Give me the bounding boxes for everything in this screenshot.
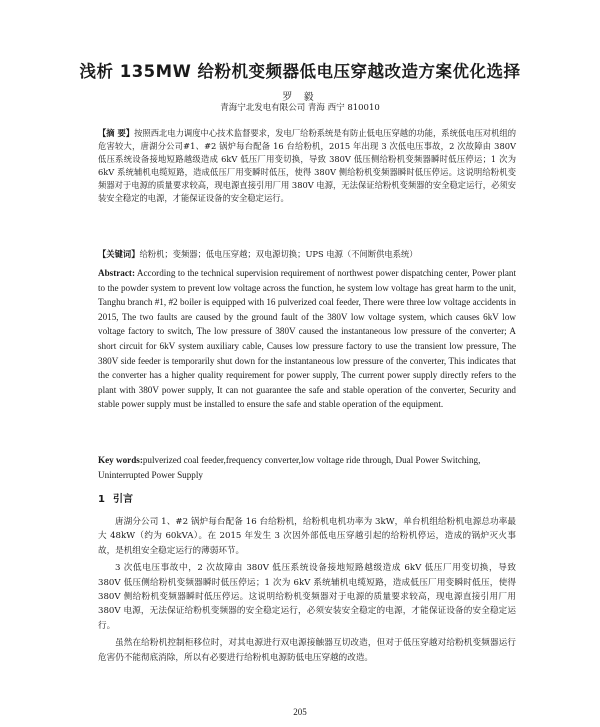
author-name: 罗 毅: [282, 92, 318, 103]
author-affiliation: 青海宁北发电有限公司 青海 西宁 810010: [220, 103, 380, 113]
section-title: 引言: [112, 494, 133, 505]
chinese-keywords: [98, 248, 516, 261]
english-keywords-text: pulverized coal feeder,frequency converter,low voltage ride through, Dual Power Switching, Uninterrupted Power Supply: [98, 455, 481, 480]
chinese-keywords-label: 【关键词】: [98, 249, 140, 259]
body-paragraph: 唐湖分公司 1、#2 锅炉每台配备 16 台给粉机，给粉机电机功率为 3kW，单台机组给粉机电源总功率最大 48kW（约为 60kVA）。在 2015 年发生 3 次因外部低电压穿越引起的给粉机停运，造成的锅炉灭火事故，是机组安全稳定运行的薄弱环节。: [98, 517, 516, 556]
english-abstract: [98, 266, 516, 412]
chinese-abstract-text: 按照西北电力调度中心技术监督要求，发电厂给粉系统是有防止低电压穿越的功能，系统低电压对机组的危害较大，唐湖分公司#1、#2 锅炉每台配备 16 台给粉机，2015 年出现 3 次低电压事故，2 次故障由 380V 低压系统设备接地短路越级造成 6kV 低压厂用变切换，导致 380V 低压侧给粉机变频器瞬时低压停运；1 次为 6kV 系统辅机电缆短路，造成低压厂用变瞬时低压，使得 380V 侧给粉机变频器瞬时低压停运。这说明给粉机变频器对于电源的质量要求较高，现电源直接引用厂用 380V 电源，无法保证给粉机变频器的安全稳定运行，必须安装安全稳定的电源，才能保证设备的安全稳定运行。: [98, 128, 516, 203]
section-number: 1: [98, 494, 105, 505]
chinese-abstract: [98, 127, 516, 205]
english-abstract-label: Abstract:: [98, 268, 135, 278]
english-keywords-label: Key words:: [98, 455, 143, 465]
chinese-keywords-text: 给粉机；变频器；低电压穿越；双电源切换；UPS 电源（不间断供电系统）: [139, 249, 418, 259]
body-paragraph: 3 次低电压事故中，2 次故障由 380V 低压系统设备接地短路越级造成 6kV 低压厂用变切换，导致 380V 低压侧给粉机变频器瞬时低压停运；1 次为 6kV 系统辅机电缆短路，造成低压厂用变瞬时低压，使得 380V 侧给粉机变频器瞬时低压停运。这说明给粉机变频器对于电源的质量要求较高，现电源直接引用厂用 380V 电源，无法保证给粉机变频器的安全稳定运行，必须安装安全稳定的电源，才能保证设备的安全稳定运行。: [98, 563, 516, 631]
english-abstract-text: According to the technical supervision requirement of northwest power dispatching center, Power plant to the powder system to prevent low voltage across the function, he system low voltage has great harm to the unit, Tanghu branch #1, #2 boiler is equipped with 16 pulverized coal feeder, There were three low voltage accidents in 2015, The two faults are caused by the ground fault of the 380V low voltage system, which causes 6kV low voltage factory to switch, The low pressure of 380V caused the instantaneous low pressure of the converter; A short circuit for 6kV system auxiliary cable, Causes low pressure factory to use the transient low pressure, The 380V side feeder is temporarily shut down for the instantaneous low pressure of the converter, This indicates that the converter has a higher quality requirement for power supply, The current power supply directly refers to the plant with 380V power supply, It can not guarantee the safe and stable operation of the converter, Security and stable power supply must be installed to ensure the safe and stable operation of the equipment.: [98, 268, 516, 410]
english-keywords: [98, 453, 516, 482]
body-text: [98, 515, 516, 665]
body-paragraph: 虽然在给粉机控制柜移位时，对其电源进行双电源接触器互切改造，但对于低压穿越对给粉机变频器运行危害仍不能彻底消除，所以有必要进行给粉机电源防低电压穿越的改造。: [98, 638, 516, 663]
paper-title: 浅析 135MW 给粉机变频器低电压穿越改造方案优化选择: [79, 62, 521, 81]
chinese-abstract-label: 【摘 要】: [98, 128, 135, 138]
section-heading: [98, 490, 133, 505]
page-number: 205: [293, 707, 307, 717]
